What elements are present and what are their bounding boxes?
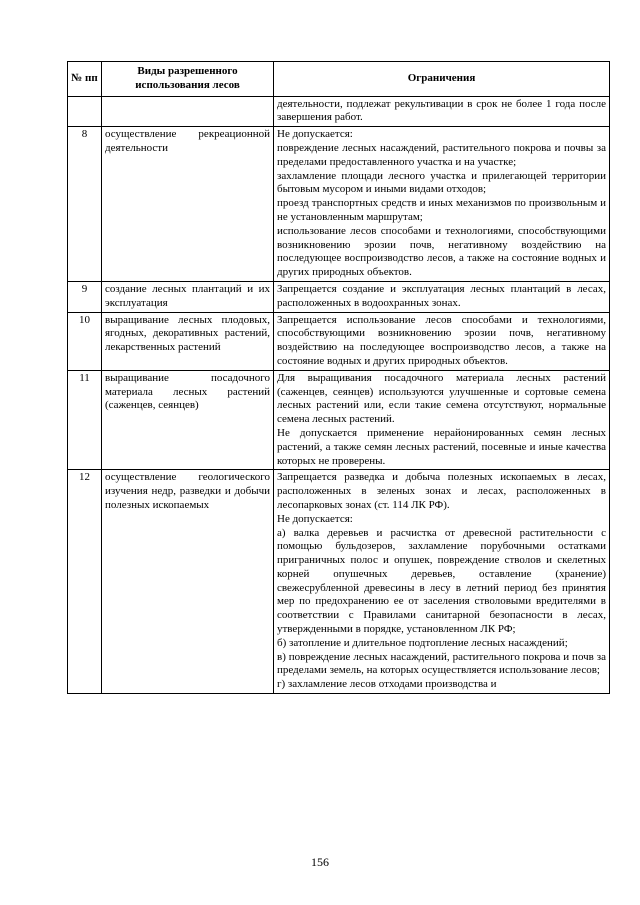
restriction-paragraph: а) валка деревьев и расчистка от древесной растительности с помощью бульдозеров, захламление порубочными остатками приграничных полос и опушек, повреждение стволов и скелетных корней опушечных деревьев, оставление (хранение) свежесрубленной древесины в лесу в летний период без принятия мер по предохранению ее от заселения стволовыми вредителями в соответствии с Правилами санитарной безопасности в лесах, утвержденными в порядке, установленном ЛК РФ; <box>277 526 606 636</box>
restriction-paragraph: Запрещается создание и эксплуатация лесных плантаций в лесах, расположенных в водоохранных зонах. <box>277 282 606 309</box>
row-number: 12 <box>68 470 102 694</box>
table-row <box>68 312 610 370</box>
use-type-text: создание лесных плантаций и их эксплуатация <box>105 282 270 309</box>
restriction-paragraph: захламление площади лесного участка и прилегающей территории бытовым мусором и иными видами отходов; <box>277 169 606 196</box>
restrictions-table <box>67 61 610 694</box>
header-use-type: Виды разрешенного использования лесов <box>102 62 274 97</box>
use-type-text: осуществление рекреационной деятельности <box>105 128 270 154</box>
restrictions-cell <box>274 370 610 470</box>
table-row <box>68 96 610 127</box>
use-type-cell <box>102 127 274 282</box>
use-type-cell <box>102 470 274 694</box>
restriction-paragraph: Для выращивания посадочного материала лесных растений (саженцев, сеянцев) используются улучшенные и сортовые семена лесных растений или, если такие семена отсутствуют, нормальные семена лесных растений. <box>277 371 606 426</box>
use-type-cell <box>102 96 274 127</box>
restrictions-cell <box>274 312 610 370</box>
use-type-cell <box>102 370 274 470</box>
restriction-paragraph: использование лесов способами и технологиями, способствующими возникновению эрозии почв, негативному воздействию на последующее воспроизводство лесов, а также на состояние водных и других природных объектов. <box>277 224 606 279</box>
table-row <box>68 281 610 312</box>
page-number: 156 <box>311 855 329 869</box>
restrictions-cell <box>274 281 610 312</box>
restriction-paragraph: Не допускается: <box>277 128 353 141</box>
row-number: 8 <box>68 127 102 282</box>
restriction-paragraph: г) захламление лесов отходами производства и <box>277 678 497 691</box>
restriction-paragraph: Запрещается разведка и добыча полезных ископаемых в лесах, расположенных в зеленых зонах и лесах, расположенных в лесопарковых зонах (ст. 114 ЛК РФ). <box>277 471 606 511</box>
use-type-text: осуществление геологического изучения недр, разведки и добычи полезных ископаемых <box>105 471 270 511</box>
table-row <box>68 127 610 282</box>
use-type-cell <box>102 312 274 370</box>
header-restrictions: Ограничения <box>274 62 610 97</box>
restriction-paragraph: б) затопление и длительное подтопление лесных насаждений; <box>277 636 568 649</box>
table-row <box>68 470 610 694</box>
table-header-row <box>68 62 610 97</box>
row-number <box>68 96 102 127</box>
use-type-cell <box>102 281 274 312</box>
row-number: 11 <box>68 370 102 470</box>
restrictions-cell <box>274 470 610 694</box>
row-number: 9 <box>68 281 102 312</box>
table-row <box>68 370 610 470</box>
restriction-paragraph: в) повреждение лесных насаждений, растительного покрова и почв за пределами земель, на которых осуществляется использование лесов; <box>277 650 606 677</box>
restrictions-cell <box>274 96 610 127</box>
restriction-paragraph: Не допускается применение нерайонированных семян лесных растений, а также семян лесных растений, посевные и иные качества которых не проверены. <box>277 426 606 467</box>
restriction-paragraph: деятельности, подлежат рекультивации в срок не более 1 года после завершения работ. <box>277 97 606 124</box>
restriction-paragraph: Запрещается использование лесов способами и технологиями, способствующими возникновению эрозии почв, негативному воздействию на последующее воспроизводство лесов, а также на состояние водных и других природных объектов. <box>277 313 606 367</box>
header-number: № пп <box>68 62 102 97</box>
restriction-paragraph: повреждение лесных насаждений, растительного покрова и почвы за пределами предоставленного участка и на участке; <box>277 141 606 168</box>
restrictions-cell <box>274 127 610 282</box>
use-type-text: выращивание лесных плодовых, ягодных, декоративных растений, лекарственных растений <box>105 313 270 354</box>
use-type-text: выращивание посадочного материала лесных растений (саженцев, сеянцев) <box>105 371 270 412</box>
row-number: 10 <box>68 312 102 370</box>
table-body <box>68 96 610 693</box>
restriction-paragraph: Не допускается: <box>277 512 353 525</box>
restriction-paragraph: проезд транспортных средств и иных механизмов по произвольным и не установленным маршрутам; <box>277 197 606 223</box>
